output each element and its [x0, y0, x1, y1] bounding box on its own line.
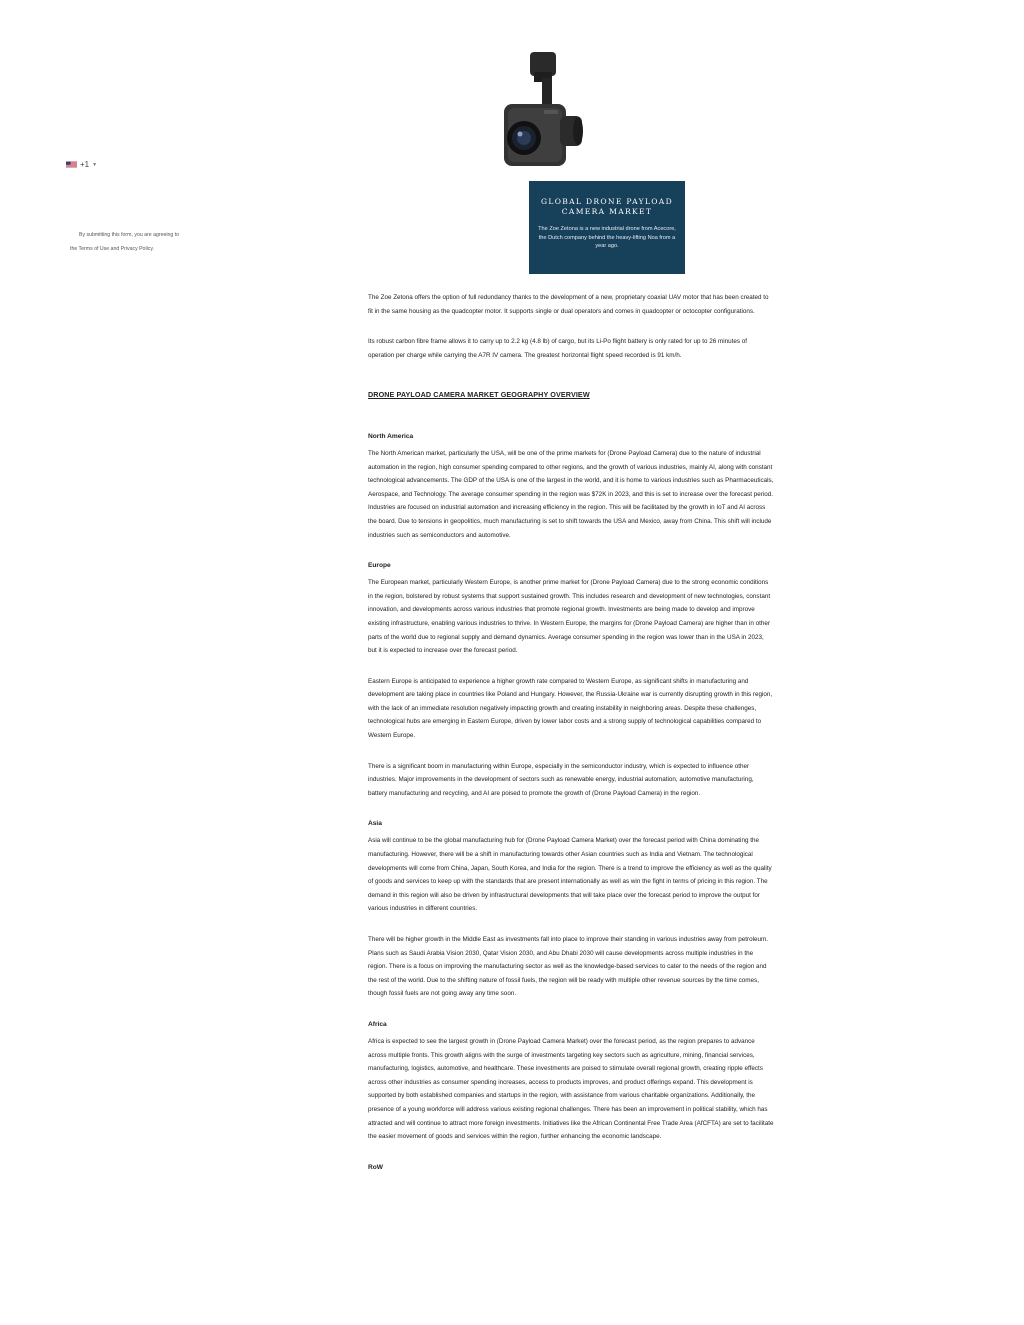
europe-paragraph-3: There is a significant boom in manufacturing within Europe, especially in the semiconductor industry, which is expected to influence other industries. Major improvements in the development of sectors such as renewable energy, industrial automation, automotive manufacturing, battery manufacturing and recycling, and AI are poised to promote the growth of (Drone Payload Camera) in the region.	[368, 762, 754, 797]
intro-paragraph-2: Its robust carbon fibre frame allows it to carry up to 2.2 kg (4.8 lb) of cargo, but its Li-Po flight battery is only rated for up to 26 minutes of operation per charge while carrying the A7R IV camera. The greatest horizontal flight speed recorded is 91 km/h.	[368, 338, 748, 359]
europe-paragraph-2: Eastern Europe is anticipated to experience a higher growth rate compared to Western Europe, as significant shifts in manufacturing and development are taking place in countries like Poland and Hungary. However, the Russia-Ukraine war is currently disrupting growth in this region, with the lack of an immediate resolution negatively impacting growth and creating instability in neighboring areas. Despite these challenges, technological hubs are emerging in Eastern Europe, driven by lower labor costs and a strong supply of technological capabilities compared to Western Europe.	[368, 677, 773, 740]
drone-camera-image	[498, 48, 588, 172]
geography-overview-heading: DRONE PAYLOAD CAMERA MARKET GEOGRAPHY OVERVIEW	[368, 390, 590, 400]
banner-title: GLOBAL DRONE PAYLOAD CAMERA MARKET	[541, 197, 673, 216]
europe-paragraph-1: The European market, particularly Western Europe, is another prime market for (Drone Payload Camera) due to the strong economic conditions in the region, bolstered by robust systems that support sustained growth. This includes research and development of new technologies, constant innovation, and developments across various industries that promote regional growth. Investments are being made to develop and improve existing infrastructure, enabling various industries to thrive. In Western Europe, the margins for (Drone Payload Camera) are higher than in other parts of the world due to regional supply and demand dynamics. Average consumer spending in the region was lower than in the USA in 2023, but it is expected to increase over the forecast period.	[368, 579, 771, 655]
africa-paragraph-1: Africa is expected to see the largest growth in (Drone Payload Camera Market) over the forecast period, as the region prepares to advance across multiple fronts. This growth aligns with the surge of investments targeting key sectors such as agriculture, mining, financial services, manufacturing, logistics, automotive, and healthcare. These investments are poised to stimulate overall regional growth, creating ripple effects across other industries as consumer spending increases, access to products improves, and product offerings expand. This development is supported by both established companies and startups in the region, with assistance from various charitable organizations. Additionally, the presence of a young workforce will address various existing regional challenges. There has been an improvement in political stability, which has attracted and will continue to attract more foreign investments. Initiatives like the African Continental Free Trade Area (AfCFTA) are set to facilitate the easier movement of goods and services within the region, further enhancing the economic landscape.	[368, 1037, 774, 1141]
chevron-down-icon: ▼	[92, 161, 98, 168]
region-title-row: RoW	[368, 1163, 384, 1171]
consent-text	[70, 228, 230, 256]
market-banner	[529, 181, 685, 274]
country-code-selector[interactable]	[66, 160, 97, 169]
us-flag-icon	[66, 161, 77, 168]
consent-line-1: By submitting this form, you are agreeing to	[79, 232, 180, 238]
phone-code: +1	[80, 160, 90, 169]
region-title-asia: Asia	[368, 820, 382, 828]
intro-paragraph-1: The Zoe Zetona offers the option of full redundancy thanks to the development of a new, proprietary coaxial UAV motor that has been created to fit in the same housing as the quadcopter motor. It supports single or dual operators and comes in quadcopter or octocopter configurations.	[368, 294, 769, 315]
asia-paragraph-1: Asia will continue to be the global manufacturing hub for (Drone Payload Camera Market) over the forecast period with China dominating the manufacturing. However, there will be a shift in manufacturing towards other Asian countries such as India and Vietnam. The technological developments will come from China, Japan, South Korea, and India for the region. There is a trend to improve the efficiency as well as the quality of goods and services to keep up with the standards that are present internationally as well as win the fight in terms of pricing in this region. The demand in this region will also be driven by infrastructural developments that will take place over the forecast period to improve the output for various industries in different countries.	[368, 837, 772, 913]
north-america-paragraph-1: The North American market, particularly the USA, will be one of the prime markets for (Drone Payload Camera) due to the nature of industrial automation in the region, high consumer spending compared to other regions, and the growth of various industries, mainly AI, along with constant technological advancements. The GDP of the USA is one of the largest in the world, and it is home to various industries such as Pharmaceuticals, Aerospace, and Technology. The average consumer spending in the region was $72K in 2023, and this is set to increase over the forecast period. Industries are focused on industrial automation and increasing efficiency in the region. This will be facilitated by the growth in IoT and AI across the board. Due to tensions in geopolitics, much manufacturing is set to shift towards the USA and Mexico, away from China. This shift will include industries such as semiconductors and automotive.	[368, 449, 774, 539]
region-title-africa: Africa	[368, 1020, 387, 1028]
region-title-north-america: North America	[368, 432, 414, 440]
banner-subtitle: The Zoe Zetona is a new industrial drone from Acecore, the Dutch company behind the heavy-lifting Noa from a year ago.	[538, 226, 676, 249]
article-body	[368, 291, 774, 1178]
region-title-europe: Europe	[368, 562, 391, 570]
consent-line-2: the Terms of Use and Privacy Policy.	[70, 246, 154, 252]
asia-paragraph-2: There will be higher growth in the Middle East as investments fall into place to improve their standing in various industries away from petroleum. Plans such as Saudi Arabia Vision 2030, Qatar Vision 2030, and Abu Dhabi 2030 will cause developments across multiple industries in the region. There is a focus on improving the manufacturing sector as well as the knowledge-based services to cater to the needs of the region and the rest of the world. Due to the shifting nature of fossil fuels, the region will be ready with multiple other revenue sources by the time comes, though fossil fuels are not going away any time soon.	[368, 936, 769, 998]
